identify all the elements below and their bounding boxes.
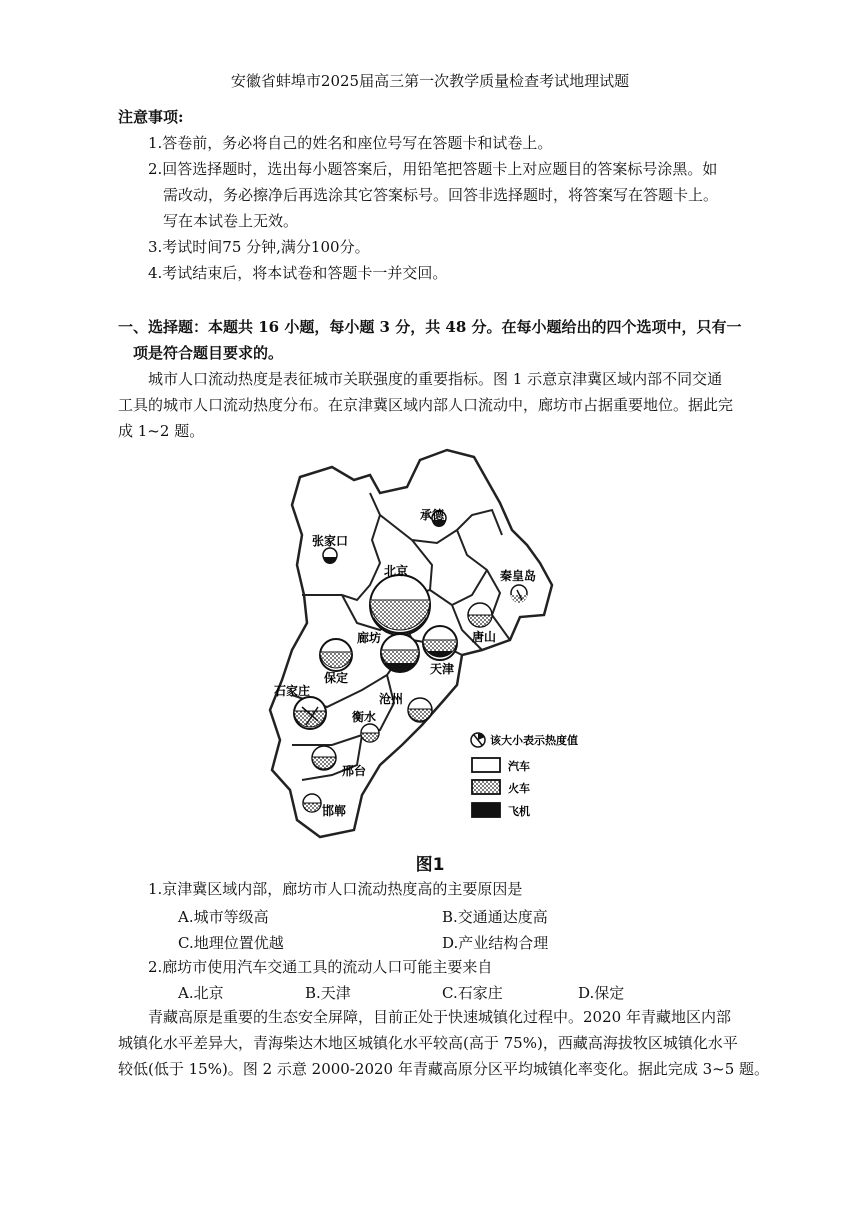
question-2-stem: 2.廊坊市使用汽车交通工具的流动人口可能主要来自 [148,958,493,976]
city-symbol-langfang [381,634,419,672]
city-symbol-baoding [320,639,352,671]
city-label-shijiazhuang: 石家庄 [274,684,311,698]
city-label-xingtai: 邢台 [342,764,367,778]
city-label-chengde: 承德 [420,508,445,522]
city-symbol-cangzhou [408,698,432,722]
page-title: 安徽省蚌埠市2025届高三第一次教学质量检查考试地理试题 [230,72,630,90]
question-2-option-d[interactable]: D.保定 [578,984,625,1002]
city-label-cangzhou: 沧州 [379,692,404,706]
notice-item-2-cont: 需改动，务必擦净后再选涂其它答案标号。回答非选择题时，将答案写在答题卡上。 [163,186,719,204]
passage2-line-3: 较低(低于 15%)。图 2 示意 2000-2020 年青藏高原分区平均城镇化率变化。据此完成 3~5 题。 [118,1060,770,1078]
jingjinji-map [262,445,602,840]
city-symbol-qinhuangdao [511,585,527,603]
section-heading-cont: 项是符合题目要求的。 [133,344,284,362]
figure-caption: 图1 [415,855,445,875]
question-2-option-a[interactable]: A.北京 [178,984,224,1002]
city-symbol-hengshui [361,724,379,742]
city-symbol-handan [303,794,321,812]
notice-item-2: 2.回答选择题时，选出每小题答案后，用铅笔把答题卡上对应题目的答案标号涂黑。如 [148,160,718,178]
notice-item-3: 3.考试时间75 分钟,满分100分。 [148,238,370,256]
city-label-tangshan: 唐山 [472,630,497,644]
intro-line-2: 工具的城市人口流动热度分布。在京津冀区域内部人口流动中，廊坊市占据重要地位。据此完 [118,396,734,414]
city-label-tianjin: 天津 [430,662,455,676]
city-label-zhangjiakou: 张家口 [312,534,349,548]
intro-line-1: 城市人口流动热度是表征城市关联强度的重要指标。图 1 示意京津冀区域内部不同交通 [148,370,723,388]
intro-line-3: 成 1~2 题。 [118,422,205,440]
legend-plane-swatch [472,803,500,817]
city-label-hengshui: 衡水 [352,710,377,724]
city-symbol-shijiazhuang [294,697,326,729]
legend-train-label: 火车 [508,782,530,795]
notice-item-4: 4.考试结束后，将本试卷和答题卡一并交回。 [148,264,448,282]
section-heading: 一、选择题：本题共 16 小题，每小题 3 分，共 48 分。在每小题给出的四个选项中，只有一 [118,318,742,336]
city-label-qinhuangdao: 秦皇岛 [500,569,537,583]
city-label-langfang: 廊坊 [357,631,382,645]
legend-plane-label: 飞机 [508,805,530,818]
legend-car-swatch [472,758,500,772]
question-2-option-c[interactable]: C.石家庄 [442,984,503,1002]
notice-item-2-end: 写在本试卷上无效。 [163,212,299,230]
question-1-option-d[interactable]: D.产业结构合理 [442,934,549,952]
passage2-line-1: 青藏高原是重要的生态安全屏障，目前正处于快速城镇化过程中。2020 年青藏地区内部 [148,1008,731,1026]
question-2-option-b[interactable]: B.天津 [305,984,351,1002]
city-label-beijing: 北京 [384,564,409,578]
city-label-handan: 邯郸 [322,804,347,818]
city-symbol-xingtai [312,746,336,770]
question-1-option-c[interactable]: C.地理位置优越 [178,934,284,952]
question-1-option-b[interactable]: B.交通通达度高 [442,908,548,926]
city-symbol-tianjin [423,626,457,660]
passage2-line-2: 城镇化水平差异大，青海柴达木地区城镇化水平较高(高于 75%)，西藏高海拔牧区城镇化水平 [118,1034,738,1052]
notice-heading: 注意事项: [118,108,184,126]
notice-item-1: 1.答卷前，务必将自己的姓名和座位号写在答题卡和试卷上。 [148,134,553,152]
city-symbol-zhangjiakou [323,548,337,564]
map-legend [471,733,578,818]
legend-car-label: 汽车 [508,760,530,773]
city-symbol-tangshan [468,603,492,627]
question-1-option-a[interactable]: A.城市等级高 [178,908,269,926]
city-label-baoding: 保定 [324,671,349,685]
question-1-stem: 1.京津冀区域内部，廊坊市人口流动热度高的主要原因是 [148,880,523,898]
legend-size-note: 该大小表示热度值 [490,734,578,747]
legend-train-swatch [472,780,500,794]
city-symbol-beijing [370,575,430,635]
